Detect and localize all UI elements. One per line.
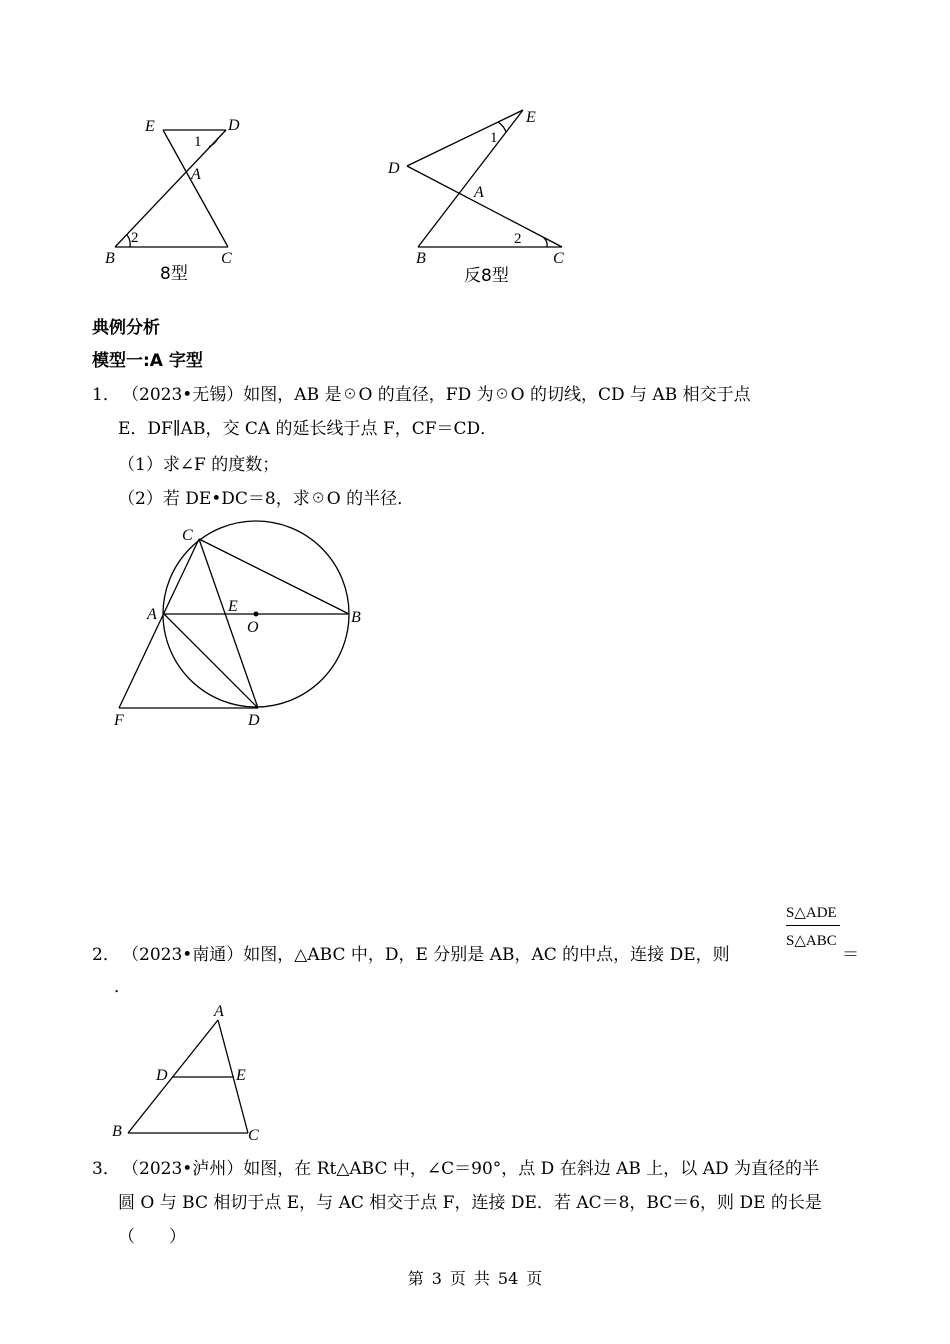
footer-suffix: 页 [526, 1269, 543, 1288]
label-E: E [228, 598, 238, 615]
label-A: A [214, 1003, 224, 1020]
fraction-denominator: S△ABC [786, 933, 837, 949]
label-B: B [351, 609, 361, 626]
label-A: A [191, 166, 201, 183]
label-E: E [526, 109, 536, 126]
angle-1-label: 1 [490, 130, 498, 146]
label-D: D [228, 117, 240, 134]
footer-total-word: 共 [473, 1269, 490, 1288]
label-C: C [553, 250, 564, 267]
figure-caption: 8型 [160, 264, 188, 284]
model-title: 模型一:A 字型 [92, 351, 203, 371]
label-E: E [236, 1067, 246, 1084]
section-title: 典例分析 [92, 318, 160, 338]
problem-1-number: 1． [92, 385, 120, 405]
label-C: C [182, 527, 193, 544]
footer-page-word: 页 [449, 1269, 466, 1288]
label-E: E [145, 118, 155, 135]
problem-3-line-1: （2023•泸州）如图，在 Rt△ABC 中，∠C＝90°，点 D 在斜边 AB 上，以 AD 为直径的半 [122, 1159, 820, 1179]
problem-3-line-3: （ ） [118, 1227, 186, 1247]
label-F: F [114, 712, 124, 729]
angle-2-label: 2 [514, 231, 522, 247]
triangle-figure [108, 1000, 268, 1148]
label-B: B [105, 250, 115, 267]
angle-1-label: 1 [194, 134, 202, 150]
label-C: C [248, 1127, 259, 1144]
figure-reverse-8-shape [380, 100, 580, 290]
circle-figure [105, 515, 375, 730]
label-O: O [247, 619, 259, 636]
label-A: A [474, 184, 484, 201]
angle-2-label: 2 [131, 230, 139, 246]
problem-3-number: 3． [92, 1159, 120, 1179]
problem-1-line-2: E．DF∥AB，交 CA 的延长线于点 F，CF＝CD． [118, 419, 498, 439]
label-B: B [416, 250, 426, 267]
fraction-bar [786, 925, 840, 926]
fraction-numerator: S△ADE [786, 905, 837, 921]
problem-1-sub-2: （2）若 DE•DC＝8，求☉O 的半径． [118, 489, 415, 509]
problem-2-line-2: ． [114, 977, 131, 997]
problem-2-line-1: （2023•南通）如图，△ABC 中，D，E 分别是 AB，AC 的中点，连接 DE，则 [122, 945, 730, 965]
problem-2-number: 2． [92, 945, 120, 965]
problem-1-line-1: （2023•无锡）如图，AB 是☉O 的直径，FD 为☉O 的切线，CD 与 AB 相交于点 [122, 385, 751, 405]
center-point [254, 612, 259, 617]
footer-page-number: 3 [431, 1269, 442, 1288]
footer-prefix: 第 [407, 1269, 424, 1288]
problem-3-line-2: 圆 O 与 BC 相切于点 E，与 AC 相交于点 F，连接 DE．若 AC＝8，BC＝6，则 DE 的长是 [118, 1193, 822, 1213]
problem-2-equals: ＝ [842, 945, 859, 965]
label-B: B [112, 1123, 122, 1140]
page-footer [0, 1266, 950, 1289]
problem-1-sub-1: （1）求∠F 的度数； [118, 455, 280, 475]
label-C: C [221, 250, 232, 267]
label-D: D [248, 712, 260, 729]
label-D: D [388, 160, 400, 177]
figure-8-shape [100, 105, 260, 290]
footer-total-pages: 54 [497, 1269, 519, 1288]
label-A: A [147, 606, 157, 623]
label-D: D [156, 1067, 168, 1084]
figure-caption: 反8型 [464, 266, 509, 286]
